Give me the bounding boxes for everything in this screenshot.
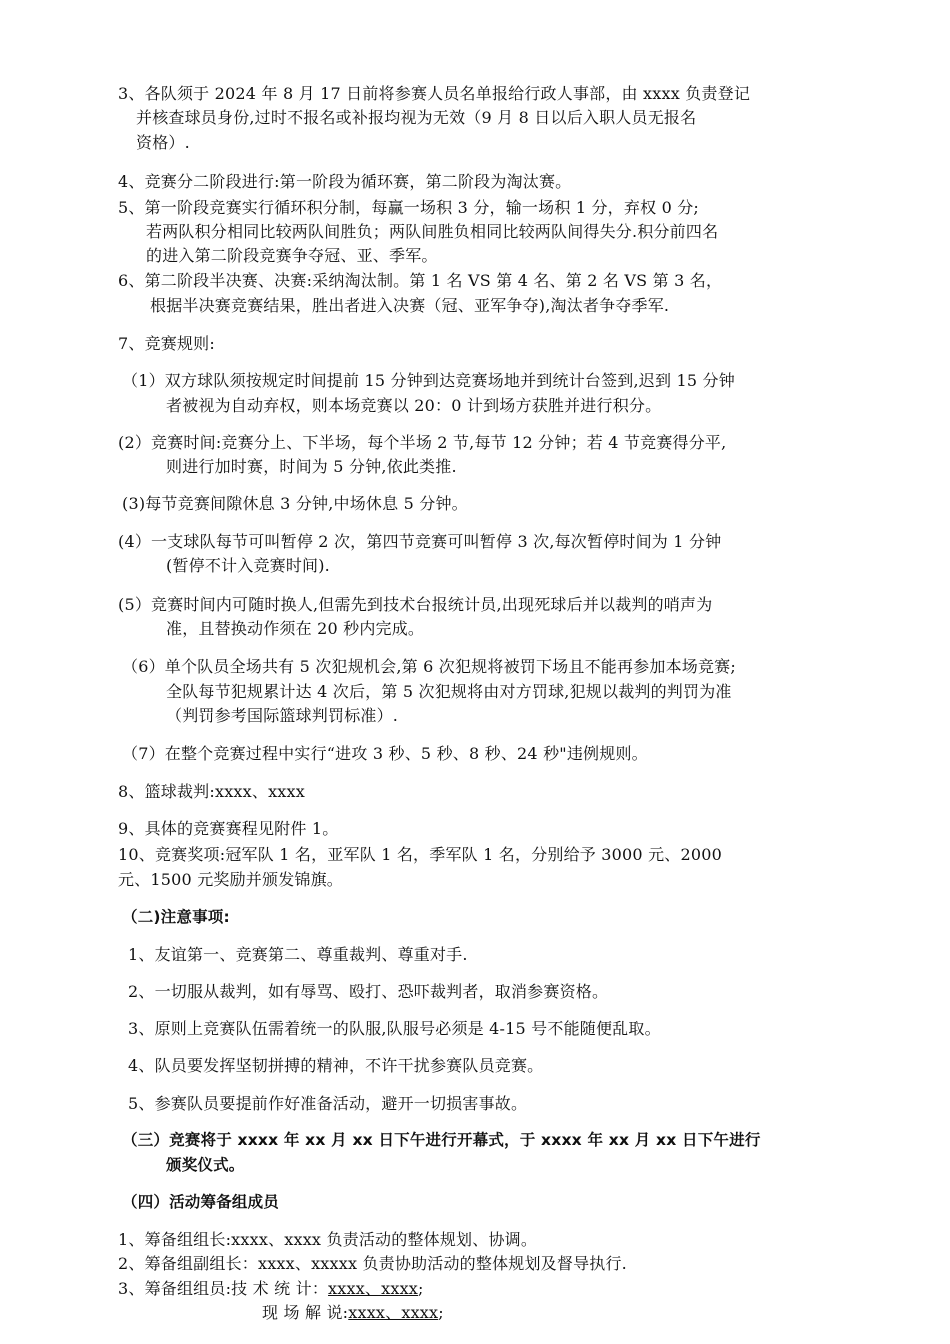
rule-8-referees: 8、篮球裁判:xxxx、xxxx (118, 782, 305, 801)
sub-rule-4-line-2: (暂停不计入竞赛时间). (166, 556, 330, 575)
rule-6-line-2: 根据半决赛竞赛结果，胜出者进入决赛（冠、亚军争夺),淘汰者争夺季军. (150, 296, 670, 315)
note-5: 5、参赛队员要提前作好准备活动，避开一切损害事故。 (128, 1094, 528, 1113)
rule-5-line-1: 5、第一阶段竞赛实行循环积分制，每赢一场积 3 分，输一场积 1 分，弃权 0 分; (118, 198, 700, 217)
rule-9-schedule: 9、具体的竞赛赛程见附件 1。 (118, 819, 339, 838)
sub-rule-6-line-1: （6）单个队员全场共有 5 次犯规机会,第 6 次犯规将被罚下场且不能再参加本场竞赛; (122, 657, 736, 676)
sub-rule-7: （7）在整个竞赛过程中实行“进攻 3 秒、5 秒、8 秒、24 秒"违例规则。 (122, 744, 648, 763)
stats-end: ; (418, 1279, 424, 1298)
committee-member-stats (118, 1276, 424, 1301)
rule-3-line-2: 并核查球员身份,过时不报名或补报均视为无效（9 月 8 日以后入职人员无报名 (136, 108, 697, 127)
sub-rule-2-line-2: 则进行加时赛，时间为 5 分钟,依此类推. (166, 457, 457, 476)
rule-4: 4、竞赛分二阶段进行:第一阶段为循环赛，第二阶段为淘汰赛。 (118, 172, 572, 191)
committee-heading: （四）活动筹备组成员 (122, 1193, 280, 1211)
commentary-members: xxxx、xxxx (348, 1303, 439, 1322)
rule-10-line-2: 元、1500 元奖励并颁发锦旗。 (118, 870, 344, 889)
note-1: 1、友谊第一、竞赛第二、尊重裁判、尊重对手. (128, 945, 468, 964)
rule-3-line-1: 3、各队须于 2024 年 8 月 17 日前将参赛人员名单报给行政人事部，由 xxxx 负责登记 (118, 84, 751, 103)
rule-5-line-2: 若两队积分相同比较两队间胜负；两队间胜负相同比较两队间得失分.积分前四名 (146, 222, 719, 241)
notes-heading: （二)注意事项: (122, 908, 230, 926)
sub-rule-4-line-1: (4）一支球队每节可叫暂停 2 次，第四节竞赛可叫暂停 3 次,每次暂停时间为 1 分钟 (118, 532, 722, 551)
sub-rule-5-line-1: (5）竞赛时间内可随时换人,但需先到技术台报统计员,出现死球后并以裁判的哨声为 (118, 595, 713, 614)
sub-rule-6-line-2: 全队每节犯规累计达 4 次后，第 5 次犯规将由对方罚球,犯规以裁判的判罚为准 (166, 682, 732, 701)
sub-rule-6-line-3: （判罚参考国际篮球判罚标准）. (166, 706, 399, 725)
commentary-end: ; (438, 1303, 444, 1322)
commentary-label: 现 场 解 说: (262, 1303, 349, 1322)
note-2: 2、一切服从裁判，如有辱骂、殴打、恐吓裁判者，取消参赛资格。 (128, 982, 609, 1001)
note-4: 4、队员要发挥坚韧拼搏的精神，不许干扰参赛队员竞赛。 (128, 1056, 544, 1075)
stats-members: xxxx、xxxx (328, 1279, 419, 1298)
stats-label: 3、筹备组组员:技 术 统 计： (118, 1279, 329, 1298)
committee-deputy-leader: 2、筹备组副组长：xxxx、xxxxx 负责协助活动的整体规划及督导执行. (118, 1254, 627, 1273)
rule-7-heading: 7、竞赛规则: (118, 334, 215, 353)
note-3: 3、原则上竞赛队伍需着统一的队服,队服号必须是 4-15 号不能随便乱取。 (128, 1019, 661, 1038)
rule-6-line-1: 6、第二阶段半决赛、决赛:采纳淘汰制。第 1 名 VS 第 4 名、第 2 名 VS 第 3 名， (118, 271, 723, 290)
sub-rule-5-line-2: 准，且替换动作须在 20 秒内完成。 (166, 619, 425, 638)
ceremony-line-1: （三）竞赛将于 xxxx 年 xx 月 xx 日下午进行开幕式，于 xxxx 年 xx 月 xx 日下午进行 (122, 1131, 761, 1149)
sub-rule-2-line-1: (2）竞赛时间:竞赛分上、下半场，每个半场 2 节,每节 12 分钟；若 4 节竞赛得分平, (118, 433, 727, 452)
ceremony-line-2: 颁奖仪式。 (166, 1156, 245, 1174)
rule-5-line-3: 的进入第二阶段竞赛争夺冠、亚、季军。 (146, 246, 438, 265)
sub-rule-3: (3)每节竞赛间隙休息 3 分钟,中场休息 5 分钟。 (122, 494, 468, 513)
rule-10-line-1: 10、竞赛奖项:冠军队 1 名，亚军队 1 名，季军队 1 名，分别给予 3000 元、2000 (118, 845, 723, 864)
committee-member-commentary (262, 1300, 444, 1325)
rule-3-line-3: 资格）. (136, 133, 190, 152)
sub-rule-1-line-1: （1）双方球队须按规定时间提前 15 分钟到达竞赛场地并到统计台签到,迟到 15 分钟 (122, 371, 735, 390)
sub-rule-1-line-2: 者被视为自动弃权，则本场竞赛以 20：0 计到场方获胜并进行积分。 (166, 396, 662, 415)
committee-leader: 1、筹备组组长:xxxx、xxxx 负责活动的整体规划、协调。 (118, 1230, 538, 1249)
